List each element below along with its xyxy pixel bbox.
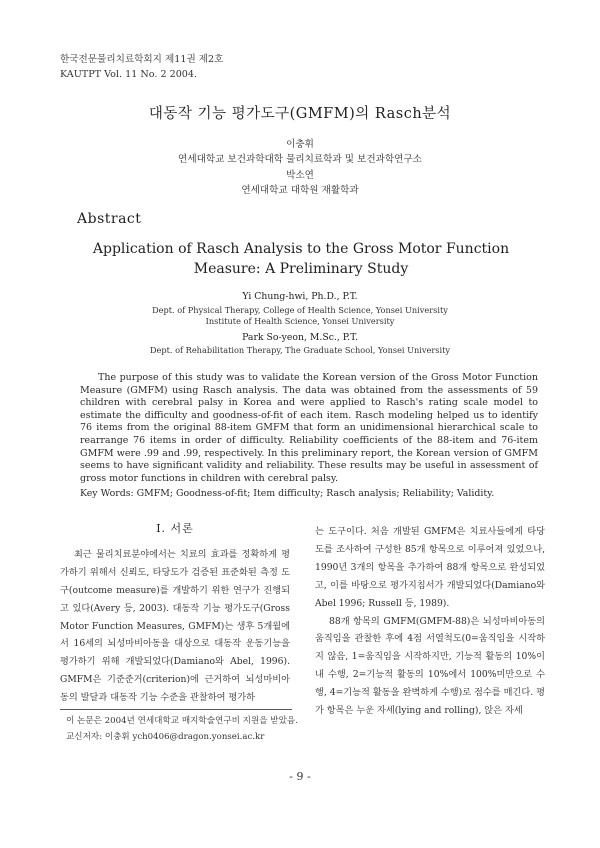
footnote-correspondence: 교신저자: 이충휘 ych0406@dragon.yonsei.ac.kr bbox=[66, 732, 265, 742]
korean-author-1: 이충휘 bbox=[286, 139, 314, 150]
korean-title: 대동작 기능 평가도구(GMFM)의 Rasch분석 bbox=[148, 106, 452, 122]
right-column bbox=[315, 523, 545, 720]
english-affiliation-1b: Institute of Health Science, Yonsei University bbox=[205, 316, 395, 326]
journal-name: 한국전문물리치료학회지 제11권 제2호 bbox=[60, 54, 224, 65]
abstract-heading: Abstract bbox=[77, 211, 142, 227]
footnote-rule bbox=[60, 709, 292, 710]
english-author-1: Yi Chung-hwi, Ph.D., P.T. bbox=[242, 291, 358, 302]
english-affiliation-1a: Dept. of Physical Therapy, College of Health Science, Yonsei University bbox=[152, 305, 448, 315]
korean-affiliation-1: 연세대학교 보건과학대학 물리치료학과 및 보건과학연구소 bbox=[178, 154, 422, 165]
korean-affiliation-2: 연세대학교 대학원 재활학과 bbox=[241, 185, 359, 196]
section-heading: Ⅰ. 서론 bbox=[156, 522, 194, 535]
korean-author-2: 박소연 bbox=[286, 170, 314, 181]
abstract-text: The purpose of this study was to validate the Korean version of the Gross Motor Function Measure (GMFM) using Rasch analysis. The data was obtained from the assessments of 59 children with cerebral palsy in Korea and were applied to Rasch's rating scale model to estimate the difficulty and goodness-of-fit of each item. Rasch modeling helped us to identify 76 items from the original 88-item GMFM that form an unidimensional hierarchical scale to rearrange 76 items in order of difficulty. Reliability coefficients of the 88-item and 76-item GMFM were .99 and .99, respectively. In this preliminary report, the Korean version of GMFM seems to have significant validity and reliability. These results may be useful in assessment of gross motor functions in children with cerebral palsy. bbox=[80, 372, 538, 484]
english-title: Application of Rasch Analysis to the Gross Motor Function Measure: A Preliminary Study bbox=[92, 241, 510, 277]
left-column bbox=[60, 520, 290, 707]
journal-header bbox=[60, 52, 223, 82]
intro-paragraph-continued: 는 도구이다. 처음 개발된 GMFM은 치료사들에게 타당도를 조사하여 구성한 85개 항목으로 이루어져 있었으나, 1990년 3개의 항목을 추가하여 88개 항목으로 완성되었고, 이를 바탕으로 평가지침서가 개발되었다(Damiano와 Abel 1996; Russell 등, 1989). bbox=[315, 526, 545, 609]
gmfm-paragraph: 88개 항목의 GMFM(GMFM-88)은 뇌성마비아동의 움직임을 관찰한 후에 4점 서열척도(0=움직임을 시작하지 않음, 1=움직임을 시작하지만, 기능적 활동의 10%이내 수행, 2=기능적 활동의 10%에서 100%미만으로 수행, 4=기능적 활동을 완벽하게 수행)로 점수를 매긴다. 평가 항목은 누운 자세(lying and rolling), 앉은 자세 bbox=[315, 615, 545, 717]
english-author-2: Park So-yeon, M.Sc., P.T. bbox=[242, 332, 358, 343]
footnotes bbox=[66, 713, 298, 745]
journal-volume: KAUTPT Vol. 11 No. 2 2004. bbox=[60, 69, 198, 80]
page-number: - 9 - bbox=[289, 770, 311, 783]
footnote-funding: 이 논문은 2004년 연세대학교 매지학술연구비 지원을 받았음. bbox=[66, 716, 298, 726]
keywords: Key Words: GMFM; Goodness-of-fit; Item difficulty; Rasch analysis; Reliability; Validity. bbox=[80, 488, 495, 499]
english-affiliation-2: Dept. of Rehabilitation Therapy, The Graduate School, Yonsei University bbox=[149, 345, 451, 355]
intro-paragraph: 최근 물리치료분야에서는 치료의 효과를 정확하게 평가하기 위해서 신뢰도, 타당도가 검증된 표준화된 측정 도구(outcome measure)를 개발하기 위한 연구가 진행되고 있다(Avery 등, 2003). 대동작 기능 평가도구(Gross Motor Function Measures, GMFM)는 생후 5개월에서 16세의 뇌성마비아동을 대상으로 대동작 운동기능을 평가하기 위해 개발되었다(Damiano와 Abel, 1996). GMFM은 기준준거(criterion)에 근거하여 뇌성마비아동의 발달과 대동작 기능 수준을 관찰하여 평가하 bbox=[60, 548, 290, 704]
